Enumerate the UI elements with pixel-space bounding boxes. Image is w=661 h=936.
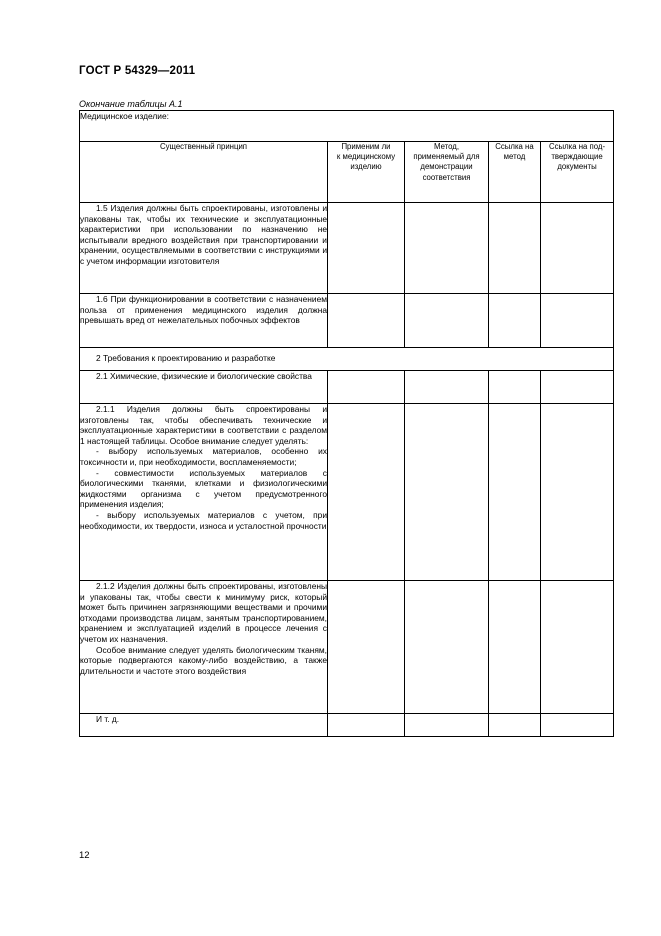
header-row <box>80 142 614 203</box>
empty-cell <box>328 371 405 404</box>
empty-cell <box>541 404 614 581</box>
header-doc-ref: Ссылка на под- тверждающие документы <box>541 142 614 203</box>
empty-cell <box>489 581 541 714</box>
device-label: Медицинское изделие: <box>80 111 614 142</box>
table-row <box>80 371 614 404</box>
header-principle: Существенный принцип <box>80 142 328 203</box>
table-row <box>80 404 614 581</box>
document-title: ГОСТ Р 54329—2011 <box>79 65 196 77</box>
empty-cell <box>405 581 489 714</box>
empty-cell <box>489 714 541 737</box>
principle-cell: 2.1 Химические, физические и биологические свойства <box>80 371 328 404</box>
empty-cell <box>541 581 614 714</box>
empty-cell <box>405 203 489 294</box>
empty-cell <box>405 404 489 581</box>
principle-cell: 1.6 При функционировании в соответствии с назначением польза от применения медицинского изделия должна превышать вред от нежелательных побочных эффектов <box>80 294 328 348</box>
empty-cell <box>405 294 489 348</box>
table-row <box>80 203 614 294</box>
empty-cell <box>541 371 614 404</box>
principle-cell: 1.5 Изделия должны быть спроектированы, изготовлены и упакованы так, чтобы их технические и эксплуатационные характеристики при использовании по назначению не испытывали вредного воздействия при транспортировании и хранении, осуществляемыми в соответствии с инструкциями и с учетом информации изготовителя <box>80 203 328 294</box>
table-row <box>80 714 614 737</box>
empty-cell <box>328 203 405 294</box>
empty-cell <box>328 404 405 581</box>
table-caption: Окончание таблицы А.1 <box>79 99 183 109</box>
essential-principles-table <box>79 110 614 737</box>
empty-cell <box>489 371 541 404</box>
header-applicable: Применим ли к медицинскому изделию <box>328 142 405 203</box>
empty-cell <box>541 714 614 737</box>
empty-cell <box>328 581 405 714</box>
empty-cell <box>541 203 614 294</box>
empty-cell <box>489 203 541 294</box>
empty-cell <box>405 371 489 404</box>
empty-cell <box>489 404 541 581</box>
principle-cell: 2.1.2 Изделия должны быть спроектированы, изготовлены и упакованы так, чтобы свести к минимуму риск, который может быть причинен загрязняющими веществами и прочими отходами производства лицам, занятым транспортированием, хранением и эксплуатацией изделий в процессе лечения с учетом их назначения. Особое внимание следует уделять биологическим тканям, которые подвергаются какому-либо воздействию, а также длительности и частоте этого воздействия <box>80 581 328 714</box>
empty-cell <box>328 294 405 348</box>
table-row <box>80 581 614 714</box>
principle-cell: 2.1.1 Изделия должны быть спроектированы и изготовлены так, чтобы обеспечивать технические и эксплуатационные характеристики в соответствии с разделом 1 настоящей таблицы. Особое внимание следует уделять: - выбору используемых материалов, особенно их токсичности и, при необходимости, воспламеняемости; - совместимости используемых материалов с биологическими тканями, клетками и физиологическими жидкостями организма с учетом предусмотренного применения изделия; - выбору используемых материалов с учетом, при необходимости, их твердости, износа и усталостной прочности <box>80 404 328 581</box>
device-row <box>80 111 614 142</box>
empty-cell <box>541 294 614 348</box>
empty-cell <box>405 714 489 737</box>
empty-cell <box>328 714 405 737</box>
table-row <box>80 348 614 371</box>
page-number: 12 <box>79 850 90 861</box>
principle-cell: И т. д. <box>80 714 328 737</box>
table-row <box>80 294 614 348</box>
empty-cell <box>489 294 541 348</box>
section-heading: 2 Требования к проектированию и разработке <box>80 348 614 371</box>
header-method: Метод, применяемый для демонстрации соответствия <box>405 142 489 203</box>
header-method-ref: Ссылка на метод <box>489 142 541 203</box>
